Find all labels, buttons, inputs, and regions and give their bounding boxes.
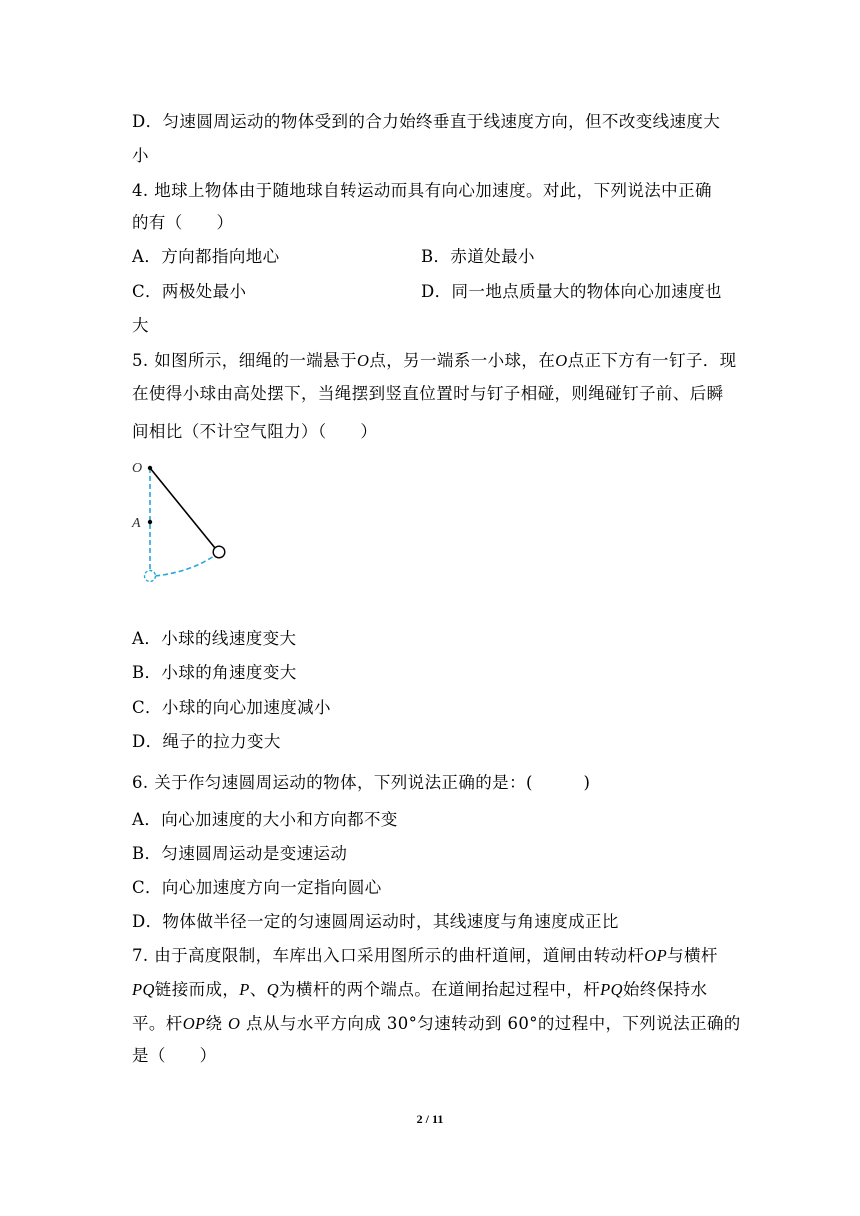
q7-line1 [132,945,718,967]
var-o: O [555,351,568,370]
q4-option-d-line1: D．同一地点质量大的物体向心加速度也 [421,282,722,301]
q5-stem-line2: 在使得小球由高处摆下，当绳摆到竖直位置时与钉子相碰，则绳碰钉子前、后瞬 [132,384,724,403]
swing-arc [155,556,214,576]
q7-line2-p3: 为横杆的两个端点。在道闸抬起过程中，杆 [279,980,601,999]
q6-stem: 6. 关于作匀速圆周运动的物体，下列说法正确的是：( ) [132,773,591,792]
pendulum-figure [128,452,238,592]
q5-stem-p1: 5. 如图所示，细绳的一端悬于 [132,351,357,370]
string [150,468,215,548]
var-p: P [239,980,250,999]
q6-option-b: B．匀速圆周运动是变速运动 [132,844,348,863]
q7-line1-p1: 7. 由于高度限制，车库出入口采用图所示的曲杆道闸，道闸由转动杆 [132,946,645,965]
q7-line1-p2: 与横杆 [667,946,718,965]
q4-stem-line2: 的有（ ） [132,213,234,232]
q7-line4: 是（ ） [132,1046,217,1065]
q3-option-d-line1: D．匀速圆周运动的物体受到的合力始终垂直于线速度方向，但不改变线速度大 [132,112,721,131]
q4-option-a: A．方向都指向地心 [132,247,280,266]
q5-option-a: A．小球的线速度变大 [132,629,297,648]
q7-line2-p2: 、 [249,980,267,999]
q6-option-d: D．物体做半径一定的匀速圆周运动时，其线速度与角速度成正比 [132,912,619,931]
q7-line3-p3: 点从与水平方向成 30°匀速转动到 60°的过程中，下列说法正确的 [240,1014,741,1033]
var-pq: PQ [132,980,155,999]
ball [213,546,225,558]
var-pq: PQ [600,980,623,999]
q7-line3-p1: 平。杆 [132,1014,183,1033]
q7-line3-p2: 绕 [205,1014,229,1033]
q5-option-d: D．绳子的拉力变大 [132,732,281,751]
var-o: O [228,1014,241,1033]
q7-line3 [132,1013,741,1035]
var-op: OP [182,1014,206,1033]
q5-option-b: B．小球的角速度变大 [132,663,297,682]
q6-option-a: A．向心加速度的大小和方向都不变 [132,810,398,829]
q5-stem-line1 [132,350,737,372]
var-op: OP [644,946,668,965]
q5-stem-p3: 点正下方有一钉子．现 [567,351,737,370]
q5-stem-line3: 间相比（不计空气阻力）（ ） [132,422,378,441]
q7-line2 [132,979,707,1001]
q6-option-c: C．向心加速度方向一定指向圆心 [132,878,382,897]
ball-bottom-dashed [145,571,156,582]
q5-option-c: C．小球的向心加速度减小 [132,698,331,717]
nail-a-dot [148,520,152,524]
q4-stem-line1: 4. 地球上物体由于随地球自转运动而具有向心加速度。对此，下列说法中正确 [132,181,712,200]
label-a: A [132,516,141,531]
pivot-o-dot [148,466,152,470]
label-o: O [132,461,143,476]
q7-line2-p4: 始终保持水 [622,980,708,999]
q4-option-d-line2: 大 [132,316,149,335]
q3-option-d-line2: 小 [132,146,149,165]
var-o: O [357,351,370,370]
q5-stem-p2: 点，另一端系一小球，在 [369,351,556,370]
var-q: Q [266,980,280,999]
page-number: 2 / 11 [416,1112,444,1126]
q4-option-b: B．赤道处最小 [421,247,535,266]
q7-line2-p1: 链接而成， [154,980,240,999]
q4-option-c: C．两极处最小 [132,282,247,301]
